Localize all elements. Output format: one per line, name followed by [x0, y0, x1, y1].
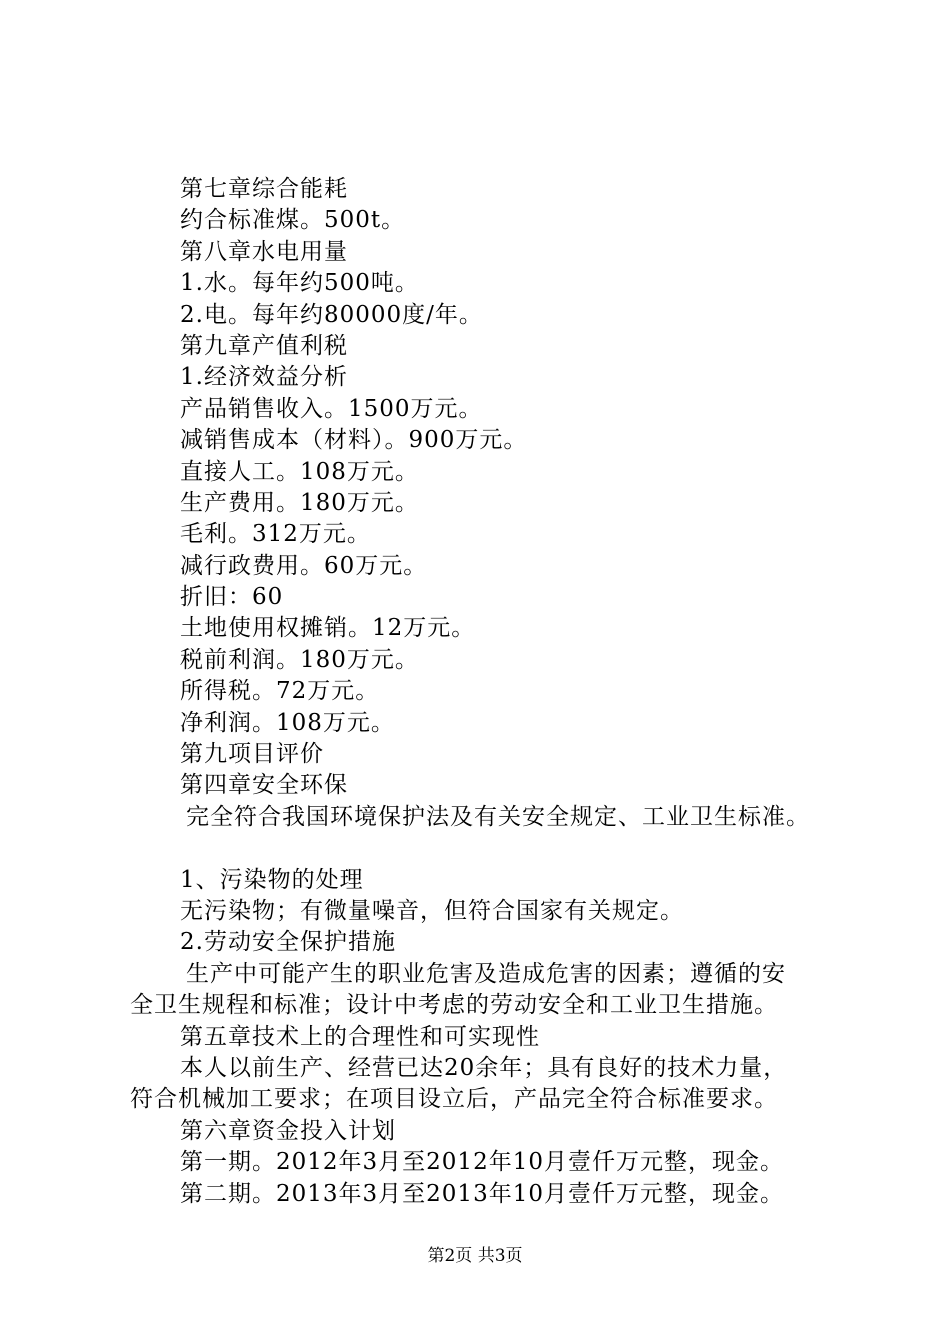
paragraph-gap	[130, 833, 890, 864]
text-line: 符合机械加工要求；在项目设立后，产品完全符合标准要求。	[130, 1086, 778, 1113]
section-heading: 1.经济效益分析	[180, 364, 348, 391]
text-line: 减销售成本（材料）。900万元。	[180, 427, 528, 454]
chapter-heading-feasibility: 第五章技术上的合理性和可实现性	[180, 1023, 540, 1050]
text-line: 完全符合我国环境保护法及有关安全规定、工业卫生标准。	[186, 803, 810, 830]
chapter-heading-output-tax: 第九章产值利税	[180, 332, 348, 359]
section-heading: 第九项目评价	[180, 741, 324, 768]
text-line: 全卫生规程和标准；设计中考虑的劳动安全和工业卫生措施。	[130, 992, 778, 1019]
text-line: 生产费用。180万元。	[180, 489, 419, 516]
text-line: 第二期。2013年3月至2013年10月壹仟万元整，现金。	[180, 1180, 784, 1207]
text-line: 税前利润。180万元。	[180, 646, 419, 673]
text-line: 产品销售收入。1500万元。	[180, 395, 483, 422]
text-line: 减行政费用。60万元。	[180, 552, 428, 579]
text-line: 1.水。每年约500吨。	[180, 270, 419, 297]
document-body	[130, 174, 890, 1210]
chapter-heading-safety: 第四章安全环保	[180, 772, 348, 799]
text-line: 2.电。每年约80000度/年。	[180, 301, 483, 328]
text-line: 折旧：60	[180, 584, 284, 611]
text-line: 毛利。312万元。	[180, 521, 371, 548]
text-line: 所得税。72万元。	[180, 678, 380, 705]
text-line: 生产中可能产生的职业危害及造成危害的因素；遵循的安	[186, 960, 786, 987]
page-indicator: 第2页 共3页	[427, 1246, 523, 1266]
text-line: 本人以前生产、经营已达20余年；具有良好的技术力量，	[180, 1054, 788, 1081]
text-line: 净利润。108万元。	[180, 709, 395, 736]
chapter-heading-utilities: 第八章水电用量	[180, 238, 348, 265]
section-heading: 1、污染物的处理	[180, 866, 364, 893]
text-line: 第一期。2012年3月至2012年10月壹仟万元整，现金。	[180, 1149, 784, 1176]
section-heading: 2.劳动安全保护措施	[180, 929, 396, 956]
text-line: 约合标准煤。500t。	[180, 207, 406, 234]
chapter-heading-investment: 第六章资金投入计划	[180, 1117, 396, 1144]
text-line: 直接人工。108万元。	[180, 458, 419, 485]
chapter-heading-energy: 第七章综合能耗	[180, 176, 348, 202]
text-line: 土地使用权摊销。12万元。	[180, 615, 476, 642]
text-line: 无污染物；有微量噪音，但符合国家有关规定。	[180, 897, 684, 924]
